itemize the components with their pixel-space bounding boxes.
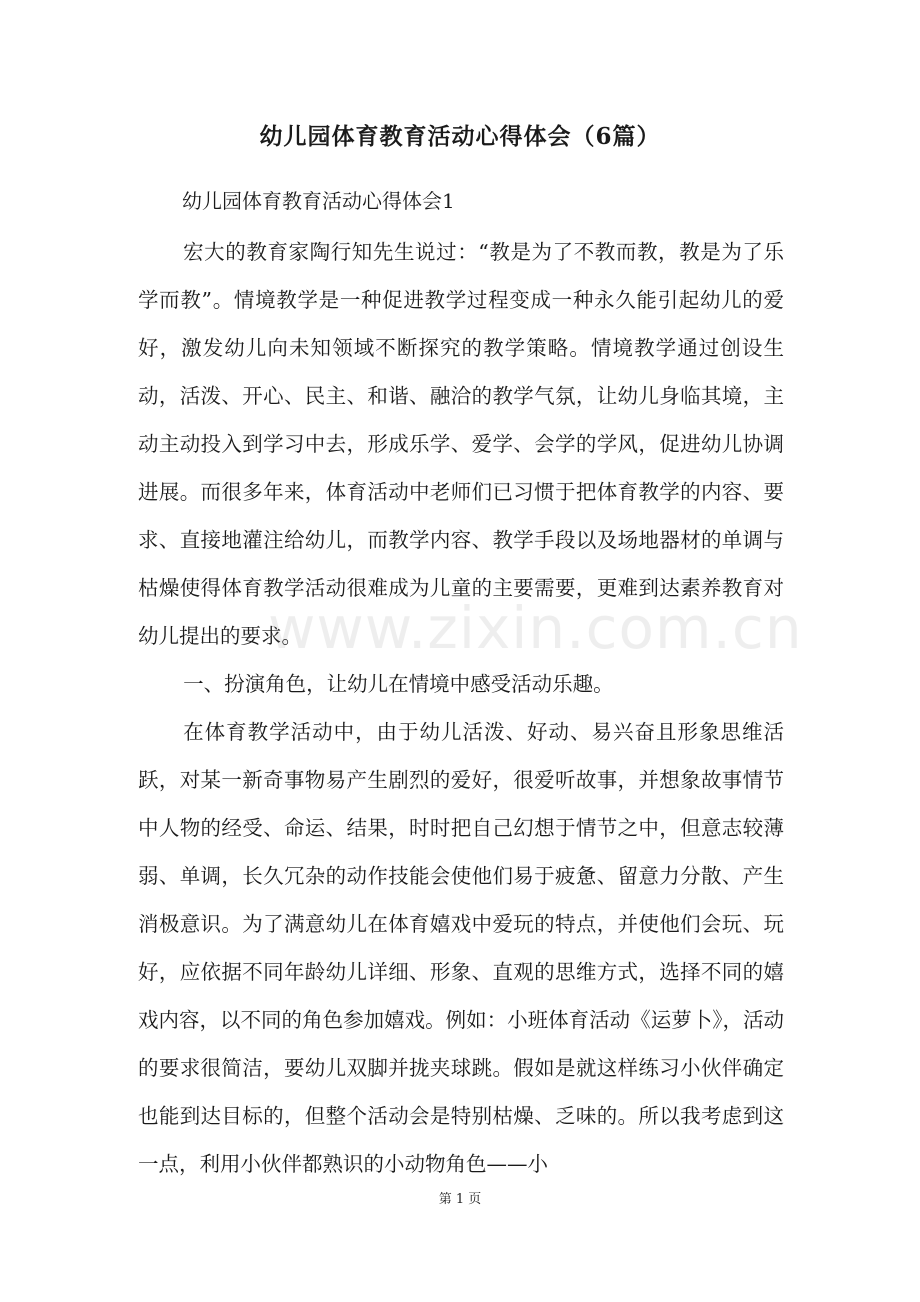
page-number: 第 1 页 [438, 1192, 482, 1207]
watermark: www.zixin.com.cn [268, 594, 803, 662]
paragraph: 一、扮演角色，让幼儿在情境中感受活动乐趣。 [183, 672, 614, 696]
section-heading: 幼儿园体育教育活动心得体会1 [182, 189, 455, 213]
paragraph: 宏大的教育家陶行知先生说过：“教是为了不教而教，教是为了乐学而教”。情境教学是一种促进教学过程变成一种永久能引起幼儿的爱好，激发幼儿向未知领域不断探究的教学策略。情境教学通过创设生动，活泼、开心、民主、和谐、融洽的教学气氛，让幼儿身临其境，主动主动投入到学习中去，形成乐学、爱学、会学的学风，促进幼儿协调进展。而很多年来，体育活动中老师们已习惯于把体育教学的内容、要求、直接地灌注给幼儿，而教学内容、教学手段以及场地器材的单调与枯燥使得体育教学活动很难成为儿童的主要需要，更难到达素养教育对幼儿提出的要求。 [138, 240, 784, 648]
paragraph: 在体育教学活动中，由于幼儿活泼、好动、易兴奋且形象思维活跃，对某一新奇事物易产生剧烈的爱好，很爱听故事，并想象故事情节中人物的经受、命运、结果，时时把自己幻想于情节之中，但意志较薄弱、单调，长久冗杂的动作技能会使他们易于疲惫、留意力分散、产生消极意识。为了满意幼儿在体育嬉戏中爱玩的特点，并使他们会玩、玩好，应依据不同年龄幼儿详细、形象、直观的思维方式，选择不同的嬉戏内容，以不同的角色参加嬉戏。例如：小班体育活动《运萝卜》，活动的要求很简洁，要幼儿双脚并拢夹球跳。假如是就这样练习小伙伴确定也能到达目标的，但整个活动会是特别枯燥、乏味的。所以我考虑到这一点，利用小伙伴都熟识的小动物角色——小 [138, 720, 784, 1176]
document-title: 幼儿园体育教育活动心得体会（6篇） [259, 123, 661, 150]
document-body [138, 228, 784, 1188]
